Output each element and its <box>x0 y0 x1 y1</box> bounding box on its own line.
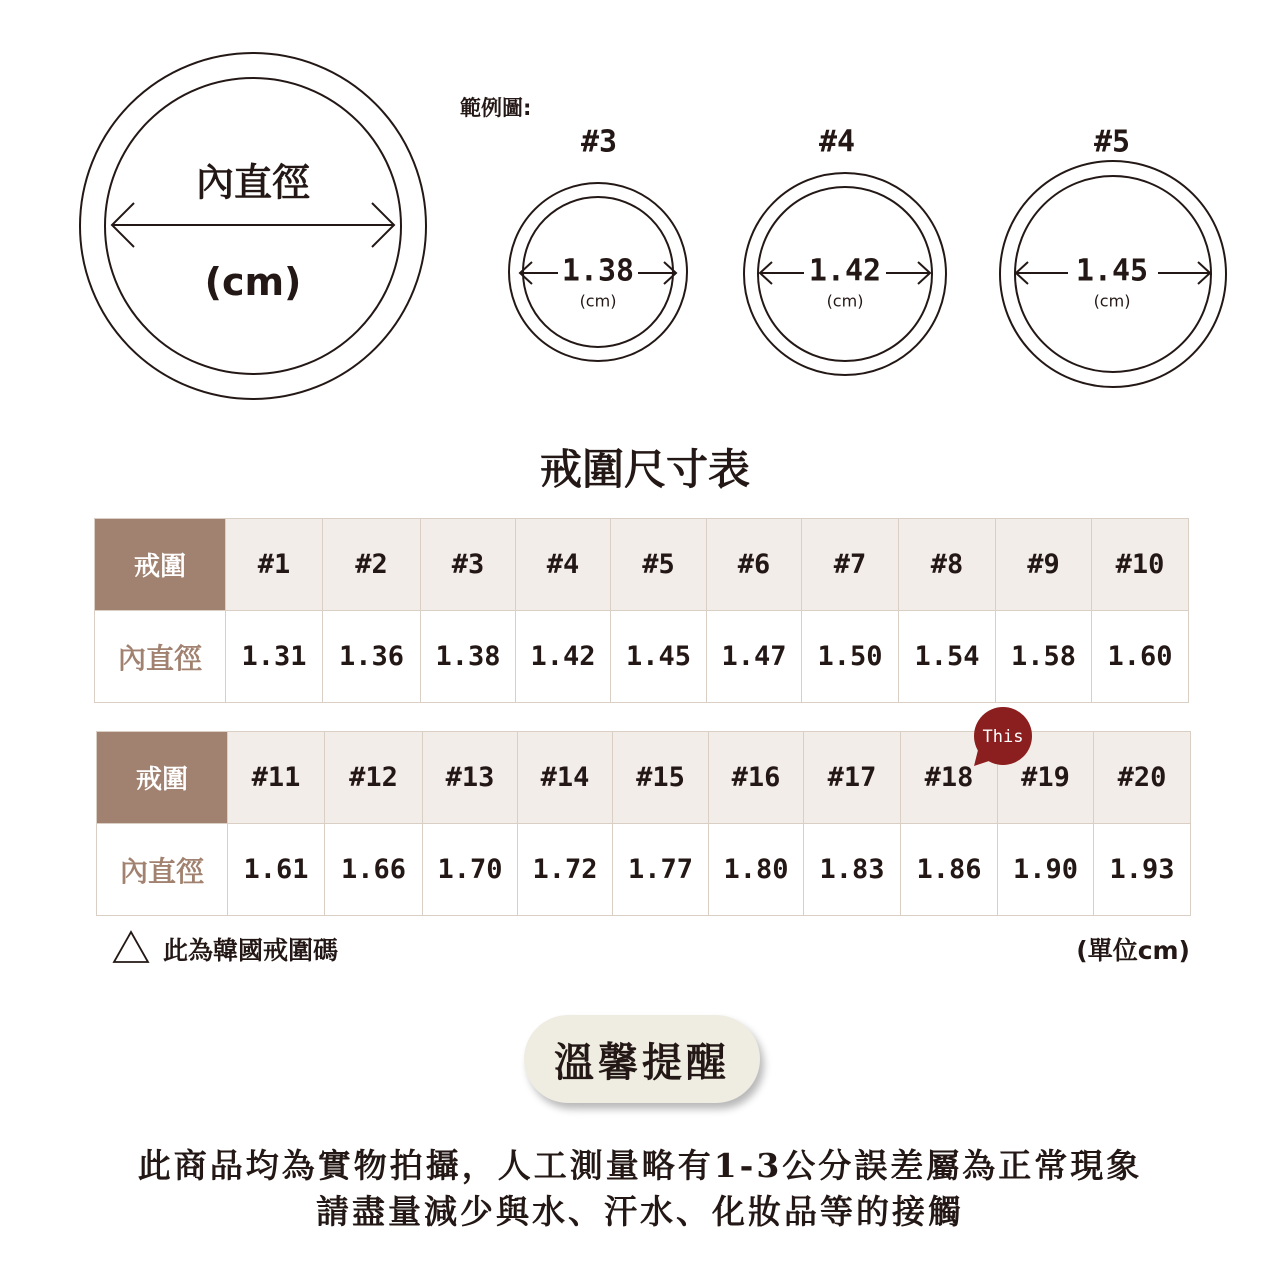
diameter-cell: 1.83 <box>804 824 901 916</box>
diameter-cell: 1.60 <box>1092 611 1189 703</box>
table-row <box>97 824 1191 916</box>
diameter-cell: 1.72 <box>518 824 613 916</box>
size-cell: #5 <box>611 519 707 611</box>
size-cell: #15 <box>613 732 709 824</box>
size-cell: #8 <box>899 519 996 611</box>
diameter-cell: 1.93 <box>1094 824 1191 916</box>
size-cell: #2 <box>323 519 421 611</box>
table-row <box>95 611 1189 703</box>
size-cell: #10 <box>1092 519 1189 611</box>
size-cell: #13 <box>423 732 518 824</box>
row-header-ring-size: 戒圍 <box>95 519 226 611</box>
reminder-title-pill: 溫馨提醒 <box>524 1015 760 1103</box>
example-value-4: 1.42 <box>808 253 882 289</box>
warning-triangle-icon <box>112 930 150 964</box>
size-cell: #6 <box>707 519 802 611</box>
example-unit-3: (cm) <box>579 291 617 311</box>
example-size-3: #3 <box>580 124 618 160</box>
diameter-cell: 1.66 <box>325 824 423 916</box>
size-table-1 <box>94 518 1189 703</box>
korean-size-note: 此為韓國戒圍碼 <box>163 936 339 965</box>
diameter-cell: 1.42 <box>516 611 611 703</box>
diameter-cell: 1.38 <box>421 611 516 703</box>
size-cell: #7 <box>802 519 899 611</box>
size-cell: #20 <box>1094 732 1191 824</box>
size-cell: #4 <box>516 519 611 611</box>
diameter-cell: 1.47 <box>707 611 802 703</box>
reminder-line-1: 此商品均為實物拍攝，人工測量略有1-3公分誤差屬為正常現象 <box>137 1146 1143 1185</box>
example-value-3: 1.38 <box>561 253 635 289</box>
diameter-cell: 1.36 <box>323 611 421 703</box>
this-badge-label: This <box>982 727 1024 747</box>
diameter-cell: 1.80 <box>709 824 804 916</box>
diameter-cell: 1.45 <box>611 611 707 703</box>
diameter-cell: 1.54 <box>899 611 996 703</box>
diameter-cell: 1.77 <box>613 824 709 916</box>
examples-label: 範例圖: <box>460 96 532 120</box>
diameter-cell: 1.31 <box>226 611 323 703</box>
size-cell: #9 <box>996 519 1092 611</box>
example-value-5: 1.45 <box>1075 253 1149 289</box>
size-cell: #3 <box>421 519 516 611</box>
diagram-label: 內直徑 <box>195 160 311 205</box>
example-unit-5: (cm) <box>1093 291 1131 311</box>
reminder-line-2: 請盡量減少與水、汗水、化妝品等的接觸 <box>316 1192 964 1231</box>
unit-note: (單位cm) <box>1076 936 1190 965</box>
diagram-unit: (cm) <box>204 260 302 304</box>
diameter-cell: 1.61 <box>228 824 325 916</box>
example-size-5: #5 <box>1093 124 1131 160</box>
size-cell: #17 <box>804 732 901 824</box>
diameter-cell: 1.50 <box>802 611 899 703</box>
size-cell: #19 <box>998 732 1094 824</box>
diameter-cell: 1.86 <box>901 824 998 916</box>
example-size-4: #4 <box>818 124 856 160</box>
size-chart-title: 戒圍尺寸表 <box>539 445 751 494</box>
size-cell: #1 <box>226 519 323 611</box>
diameter-cell: 1.70 <box>423 824 518 916</box>
row-header-ring-size: 戒圍 <box>97 732 228 824</box>
size-cell: #16 <box>709 732 804 824</box>
size-cell: #12 <box>325 732 423 824</box>
example-unit-4: (cm) <box>826 291 864 311</box>
diameter-cell: 1.58 <box>996 611 1092 703</box>
size-cell: #14 <box>518 732 613 824</box>
table-row <box>95 519 1189 611</box>
diameter-cell: 1.90 <box>998 824 1094 916</box>
size-cell: #18 <box>901 732 998 824</box>
row-header-inner-diameter: 內直徑 <box>95 611 226 703</box>
size-cell: #11 <box>228 732 325 824</box>
row-header-inner-diameter: 內直徑 <box>97 824 228 916</box>
